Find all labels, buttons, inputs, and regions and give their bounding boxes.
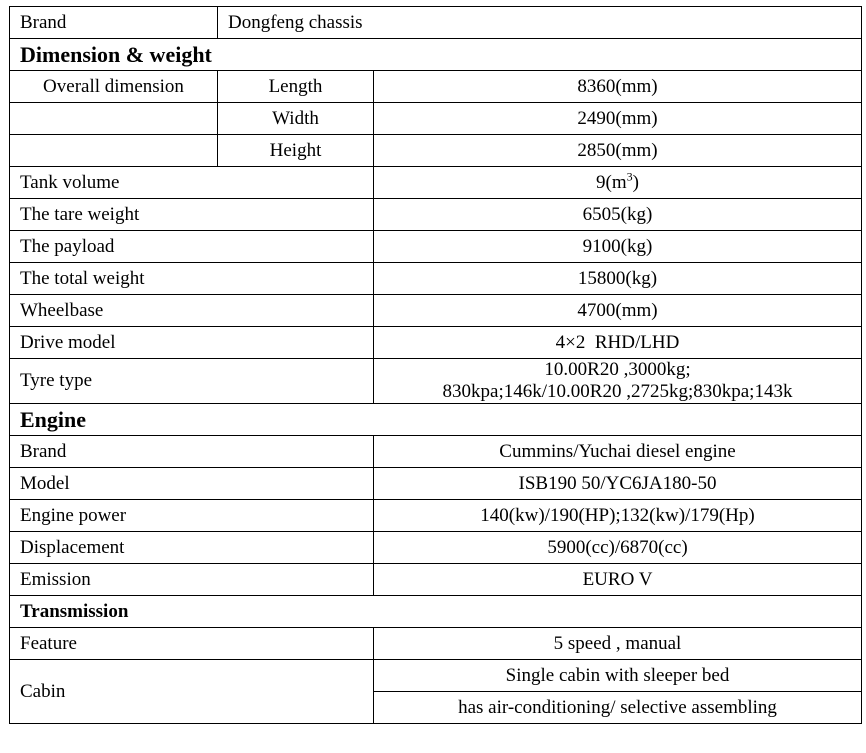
spec-table bbox=[9, 6, 862, 724]
tyre-type-line-1: 10.00R20 ,3000kg; bbox=[544, 359, 691, 380]
row-total-weight bbox=[10, 263, 862, 295]
length-label: Length bbox=[218, 71, 374, 103]
brand-label: Brand bbox=[10, 7, 218, 39]
empty-cell bbox=[10, 135, 218, 167]
row-width bbox=[10, 103, 862, 135]
row-brand bbox=[10, 7, 862, 39]
transmission-heading: Transmission bbox=[10, 596, 862, 628]
engine-model-value: ISB190 50/YC6JA180-50 bbox=[374, 468, 862, 500]
emission-label: Emission bbox=[10, 564, 374, 596]
row-cabin bbox=[10, 660, 862, 692]
wheelbase-label: Wheelbase bbox=[10, 295, 374, 327]
tyre-type-label: Tyre type bbox=[10, 359, 374, 404]
tank-volume-label: Tank volume bbox=[10, 167, 374, 199]
tyre-type-value bbox=[374, 359, 862, 404]
engine-model-label: Model bbox=[10, 468, 374, 500]
section-transmission bbox=[10, 596, 862, 628]
dimension-weight-heading: Dimension & weight bbox=[10, 39, 862, 71]
payload-value: 9100(kg) bbox=[374, 231, 862, 263]
row-drive-model bbox=[10, 327, 862, 359]
row-tank-volume bbox=[10, 167, 862, 199]
tyre-type-line-2: 830kpa;146k/10.00R20 ,2725kg;830kpa;143k bbox=[442, 381, 793, 402]
row-feature bbox=[10, 628, 862, 660]
row-engine-power bbox=[10, 500, 862, 532]
cabin-value-1: Single cabin with sleeper bed bbox=[374, 660, 862, 692]
row-engine-model bbox=[10, 468, 862, 500]
width-label: Width bbox=[218, 103, 374, 135]
feature-value: 5 speed , manual bbox=[374, 628, 862, 660]
section-engine bbox=[10, 404, 862, 436]
tank-volume-close: ) bbox=[632, 171, 639, 193]
emission-value: EURO V bbox=[374, 564, 862, 596]
row-payload bbox=[10, 231, 862, 263]
tare-weight-value: 6505(kg) bbox=[374, 199, 862, 231]
row-height bbox=[10, 135, 862, 167]
empty-cell bbox=[10, 103, 218, 135]
section-dimension-weight bbox=[10, 39, 862, 71]
displacement-label: Displacement bbox=[10, 532, 374, 564]
tank-volume-value bbox=[374, 167, 862, 199]
drive-model-label: Drive model bbox=[10, 327, 374, 359]
overall-dimension-label: Overall dimension bbox=[10, 71, 218, 103]
cabin-value-2: has air-conditioning/ selective assembling bbox=[374, 692, 862, 724]
engine-power-value: 140(kw)/190(HP);132(kw)/179(Hp) bbox=[374, 500, 862, 532]
tank-volume-exponent: 3 bbox=[626, 169, 633, 184]
width-value: 2490(mm) bbox=[374, 103, 862, 135]
height-label: Height bbox=[218, 135, 374, 167]
tare-weight-label: The tare weight bbox=[10, 199, 374, 231]
row-displacement bbox=[10, 532, 862, 564]
engine-heading: Engine bbox=[10, 404, 862, 436]
engine-power-label: Engine power bbox=[10, 500, 374, 532]
cabin-label: Cabin bbox=[10, 660, 374, 724]
payload-label: The payload bbox=[10, 231, 374, 263]
spec-sheet bbox=[9, 6, 862, 724]
row-wheelbase bbox=[10, 295, 862, 327]
row-tare-weight bbox=[10, 199, 862, 231]
engine-brand-value: Cummins/Yuchai diesel engine bbox=[374, 436, 862, 468]
wheelbase-value: 4700(mm) bbox=[374, 295, 862, 327]
tank-volume-number: 9(m bbox=[596, 171, 627, 193]
row-engine-brand bbox=[10, 436, 862, 468]
row-tyre-type bbox=[10, 359, 862, 404]
drive-model-value: 4×2 RHD/LHD bbox=[374, 327, 862, 359]
brand-value: Dongfeng chassis bbox=[218, 7, 862, 39]
length-value: 8360(mm) bbox=[374, 71, 862, 103]
total-weight-value: 15800(kg) bbox=[374, 263, 862, 295]
engine-brand-label: Brand bbox=[10, 436, 374, 468]
row-emission bbox=[10, 564, 862, 596]
row-length bbox=[10, 71, 862, 103]
total-weight-label: The total weight bbox=[10, 263, 374, 295]
displacement-value: 5900(cc)/6870(cc) bbox=[374, 532, 862, 564]
feature-label: Feature bbox=[10, 628, 374, 660]
height-value: 2850(mm) bbox=[374, 135, 862, 167]
